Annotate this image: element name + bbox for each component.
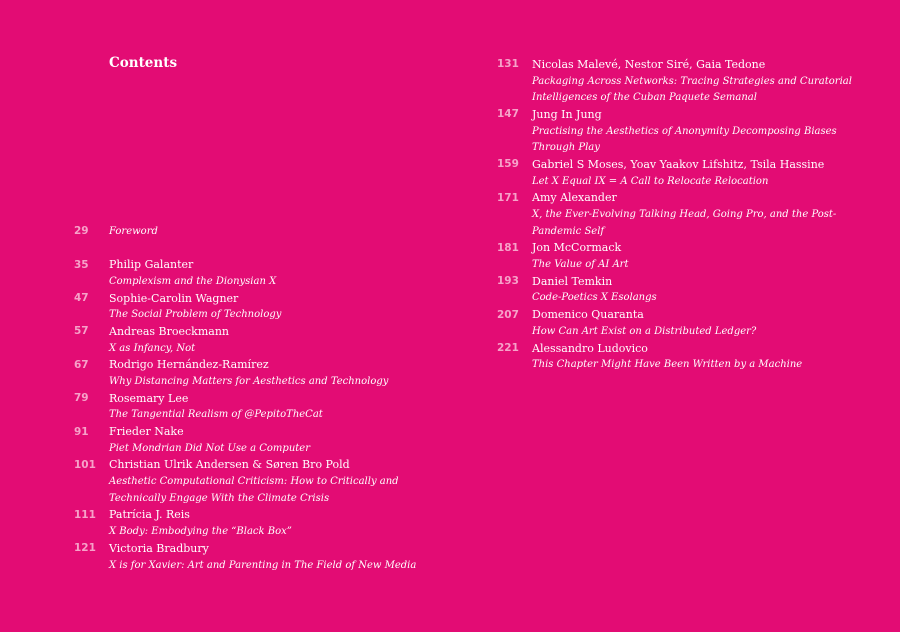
page-number: 111 [74,508,96,521]
chapter-title: X is for Xavier: Art and Parenting in The Field of New Media [109,559,417,571]
chapter-title: Through Play [532,142,600,154]
toc-entry [497,56,857,106]
page-number: 207 [497,308,519,321]
page-number: 121 [74,542,96,555]
chapter-title: The Value of AI Art [532,259,629,271]
chapter-title: The Social Problem of Technology [109,309,282,321]
chapter-title: Foreword [109,225,158,237]
chapter-title: Pandemic Self [532,225,605,237]
left-column [74,223,434,573]
author-name: Philip Galanter [109,258,194,272]
toc-entry [74,356,434,389]
chapter-title: Packaging Across Networks: Tracing Strategies and Curatorial [532,75,852,87]
toc-entry [74,507,434,540]
chapter-title: How Can Art Exist on a Distributed Ledger? [532,325,757,337]
author-name: Alessandro Ludovico [532,341,648,355]
chapter-title: Technically Engage With the Climate Crisis [109,492,330,504]
right-column [497,56,857,373]
page-title: Contents [109,55,178,71]
chapter-title: Complexism and the Dionysian X [109,275,277,287]
toc-entry [74,423,434,456]
page-number: 101 [74,458,96,471]
author-name: Christian Ulrik Andersen & Søren Bro Pold [109,458,350,472]
left-entry-list [74,256,434,573]
toc-entry [497,190,857,240]
page-number: 29 [74,225,89,238]
chapter-title: Practising the Aesthetics of Anonymity Decomposing Biases [532,125,837,137]
toc-entry [497,340,857,373]
author-name: Victoria Bradbury [109,541,209,555]
toc-entry [497,106,857,156]
toc-entry [497,273,857,306]
page-number: 159 [497,158,519,171]
page-number: 67 [74,358,89,371]
author-name: Jon McCormack [532,241,622,255]
toc-entry [497,240,857,273]
chapter-title: Let X Equal IX = A Call to Relocate Relocation [532,175,769,187]
chapter-title: Code-Poetics X Esolangs [532,292,657,304]
page-number: 171 [497,191,519,204]
chapter-title: The Tangential Realism of @PepitoTheCat [109,409,323,421]
page-number: 193 [497,275,519,288]
author-name: Frieder Nake [109,425,184,438]
page-number: 131 [497,58,519,71]
author-name: Daniel Temkin [532,274,613,288]
page-number: 79 [74,392,89,405]
chapter-title: Intelligences of the Cuban Paquete Semanal [532,92,757,104]
chapter-title: Aesthetic Computational Criticism: How to Critically and [109,476,399,488]
chapter-title: Piet Mondrian Did Not Use a Computer [109,442,310,454]
author-name: Rosemary Lee [109,391,189,405]
page-number: 91 [74,425,89,438]
toc-entry [74,290,434,323]
author-name: Nicolas Malevé, Nestor Siré, Gaia Tedone [532,57,766,71]
author-name: Jung In Jung [532,107,602,121]
page-number: 57 [74,325,89,338]
author-name: Andreas Broeckmann [109,324,229,338]
toc-entry [74,390,434,423]
toc-entry [497,156,857,189]
chapter-title: Why Distancing Matters for Aesthetics and Technology [109,375,389,387]
page-number: 221 [497,342,519,355]
toc-entry [74,457,434,507]
foreword-entry [74,223,434,240]
chapter-title: X as Infancy, Not [109,342,196,354]
toc-entry [74,540,434,573]
page-number: 35 [74,258,89,271]
toc-entry [74,256,434,289]
page-number: 47 [74,292,89,304]
chapter-title: X, the Ever-Evolving Talking Head, Going Pro, and the Post- [532,209,837,221]
toc-entry [74,323,434,356]
chapter-title: X Body: Embodying the “Black Box” [109,526,292,538]
author-name: Rodrigo Hernández-Ramírez [109,358,269,372]
toc-entry [497,306,857,339]
author-name: Sophie-Carolin Wagner [109,291,239,305]
right-entry-list [497,56,857,373]
chapter-title: This Chapter Might Have Been Written by a Machine [532,359,803,371]
page-number: 181 [497,241,519,254]
author-name: Patrícia J. Reis [109,508,190,522]
author-name: Domenico Quaranta [532,308,644,322]
spacer [74,240,434,257]
author-name: Gabriel S Moses, Yoav Yaakov Lifshitz, Tsila Hassine [532,157,825,171]
page-number: 147 [497,108,519,121]
author-name: Amy Alexander [532,191,617,205]
